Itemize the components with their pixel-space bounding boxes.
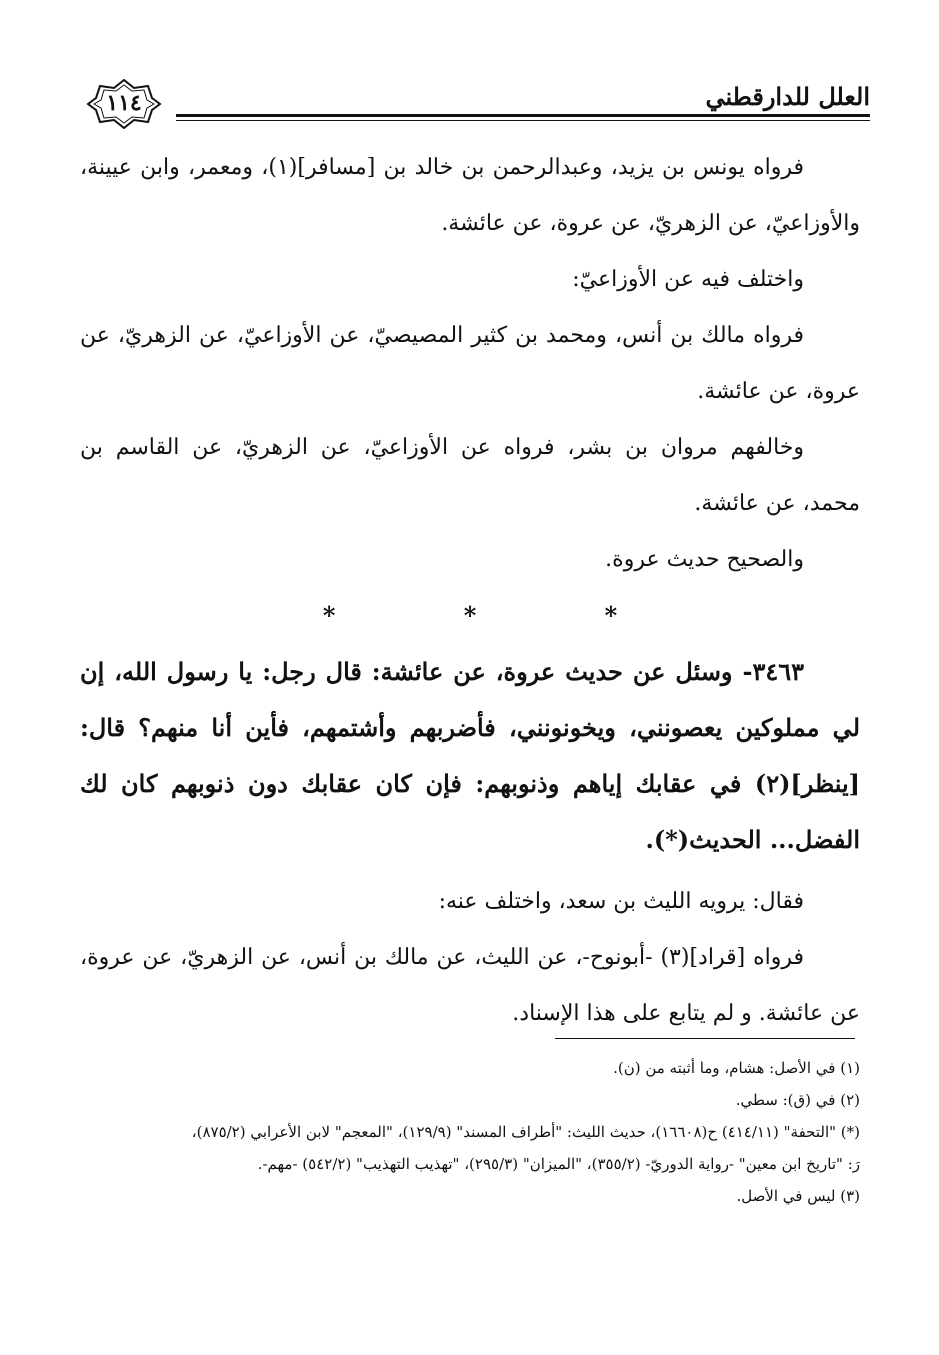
paragraph: والصحيح حديث عروة.	[605, 547, 804, 572]
running-title: العلل للدارقطني	[705, 82, 870, 111]
footnote: (*) "التحفة" (٤١٤/١١) ح(١٦٦٠٨)، حديث الليث: "أطراف المسند" (١٢٩/٩)، "المعجم" لابن الأعرابي (٨٧٥/٢)،	[191, 1123, 860, 1141]
footnote: (١) في الأصل: هشام، وما أثبته من (ن).	[613, 1059, 860, 1077]
paragraph: واختلف فيه عن الأوزاعيّ:	[572, 267, 804, 292]
header-rule-thin	[176, 120, 870, 121]
footnote: (٢) في (ق): سطي.	[735, 1091, 860, 1109]
question-heading: ٣٤٦٣- وسئل عن حديث عروة، عن عائشة: قال رجل: يا رسول الله، إن لي مملوكين يعصونني، ويخونونني، فأضربهم وأشتمهم، فأين أنا منهم؟ قال: [ينظر](٢) في عقابك إياهم وذنوبهم: فإن كان عقابك دون ذنوبهم كان لك الفضل... الحديث(*).	[80, 657, 860, 854]
main-text	[80, 140, 860, 1042]
section-separator: * * *	[322, 601, 678, 630]
paragraph: فرواه مالك بن أنس، ومحمد بن كثير المصيصيّ، عن الأوزاعيّ، عن الزهريّ، عن عروة، عن عائشة.	[80, 323, 860, 404]
paragraph: فرواه [قراد](٣) -أبونوح-، عن الليث، عن مالك بن أنس، عن الزهريّ، عن عروة، عن عائشة. و لم يتابع على هذا الإسناد.	[80, 945, 860, 1026]
paragraph: فرواه يونس بن يزيد، وعبدالرحمن بن خالد بن [مسافر](١)، ومعمر، وابن عيينة، والأوزاعيّ، عن الزهريّ، عن عروة، عن عائشة.	[80, 155, 860, 236]
footnote-rule	[555, 1038, 855, 1039]
footnote: رَ: "تاريخ ابن معين" -رواية الدوريّ- (٣٥٥/٢)، "الميزان" (٢٩٥/٣)، "تهذيب التهذيب" (٥٤٢/٢) -مهم-.	[257, 1155, 860, 1173]
paragraph: وخالفهم مروان بن بشر، فرواه عن الأوزاعيّ، عن الزهريّ، عن القاسم بن محمد، عن عائشة.	[80, 435, 860, 516]
header-rule	[176, 114, 870, 117]
page-number-badge	[86, 78, 162, 130]
paragraph: فقال: يرويه الليث بن سعد، واختلف عنه:	[438, 889, 804, 914]
page-number: ١١٤	[106, 90, 142, 116]
footnotes	[80, 1052, 860, 1212]
page-header	[80, 72, 870, 134]
footnote: (٣) ليس في الأصل.	[736, 1187, 860, 1205]
